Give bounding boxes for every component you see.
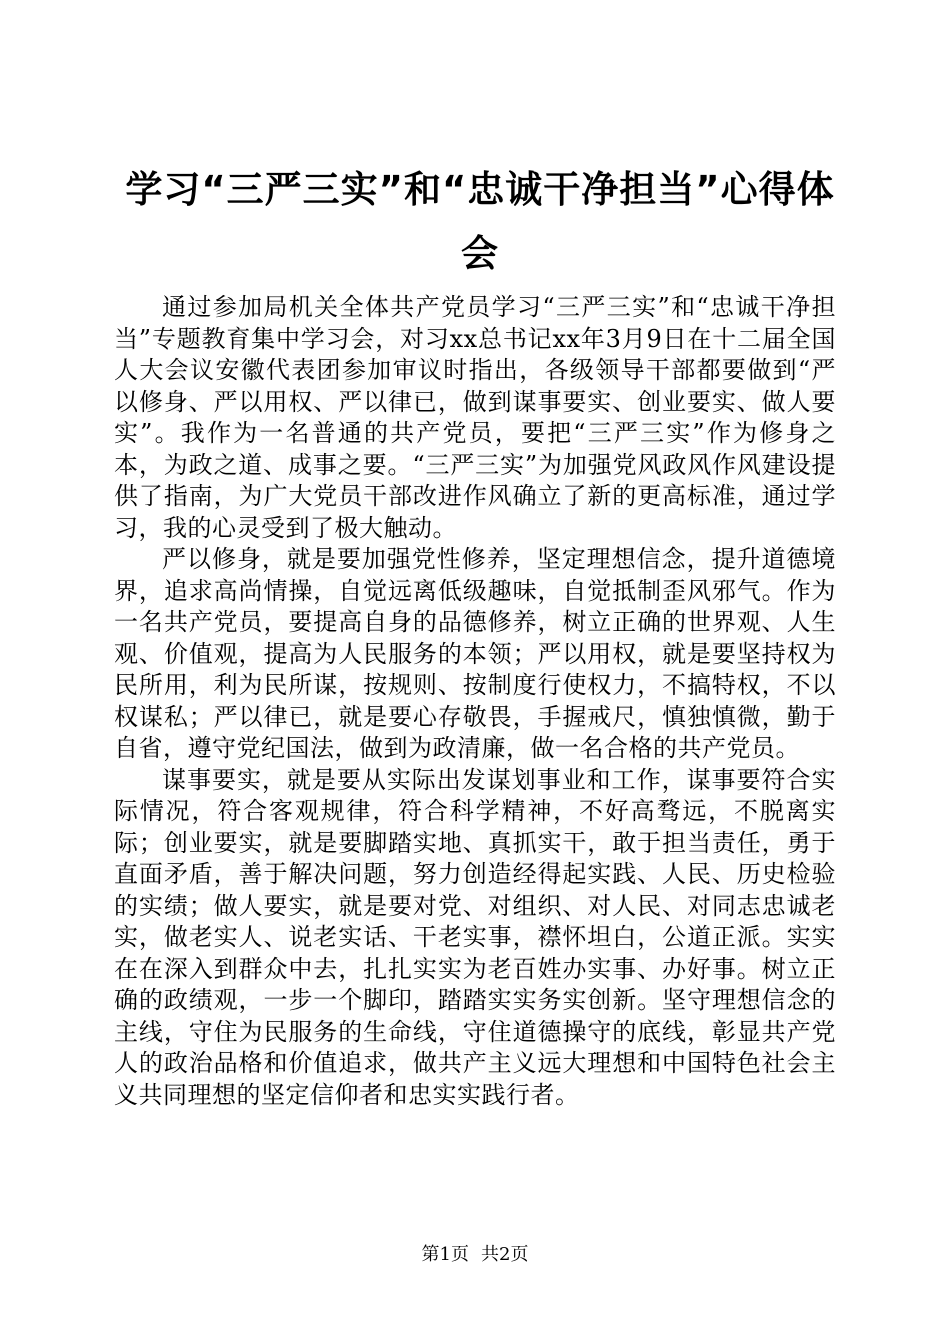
page-footer bbox=[0, 1243, 950, 1267]
document-body bbox=[114, 292, 836, 1111]
paragraph-self-cultivation: 严以修身，就是要加强党性修养，坚定理想信念，提升道德境界，追求高尚情操，自觉远离低级趣味，自觉抵制歪风邪气。作为一名共产党员，要提高自身的品德修养，树立正确的世界观、人生观、价值观，提高为人民服务的本领；严以用权，就是要坚持权为民所用，利为民所谋，按规则、按制度行使权力，不搞特权，不以权谋私；严以律已，就是要心存敬畏，手握戒尺，慎独慎微，勤于自省，遵守党纪国法，做到为政清廉，做一名合格的共产党员。 bbox=[114, 545, 836, 762]
document-title: 学习“三严三实”和“忠诚干净担当”心得体会 bbox=[125, 168, 835, 275]
page-number: 第1页 bbox=[421, 1244, 469, 1265]
paragraph-practical-work: 谋事要实，就是要从实际出发谋划事业和工作，谋事要符合实际情况，符合客观规律，符合科学精神，不好高骛远，不脱离实际；创业要实，就是要脚踏实地、真抓实干，敢于担当责任，勇于直面矛盾，善于解决问题，努力创造经得起实践、人民、历史检验的实绩；做人要实，就是要对党、对组织、对人民、对同志忠诚老实，做老实人、说老实话、干老实事，襟怀坦白，公道正派。实实在在深入到群众中去，扎扎实实为老百姓办实事、办好事。树立正确的政绩观，一步一个脚印，踏踏实实务实创新。坚守理想信念的主线，守住为民服务的生命线，守住道德操守的底线，彰显共产党人的政治品格和价值追求，做共产主义远大理想和中国特色社会主义共同理想的坚定信仰者和忠实实践行者。 bbox=[114, 765, 836, 1109]
paragraph-intro: 通过参加局机关全体共产党员学习“三严三实”和“忠诚干净担当”专题教育集中学习会，对习xx总书记xx年3月9日在十二届全国人大会议安徽代表团参加审议时指出，各级领导干部都要做到“严以修身、严以用权、严以律已，做到谋事要实、创业要实、做人要实”。我作为一名普通的共产党员，要把“三严三实”作为修身之本，为政之道、成事之要。“三严三实”为加强党风政风作风建设提供了指南，为广大党员干部改进作风确立了新的更高标准，通过学习，我的心灵受到了极大触动。 bbox=[114, 293, 836, 542]
page-total: 共2页 bbox=[481, 1244, 529, 1265]
